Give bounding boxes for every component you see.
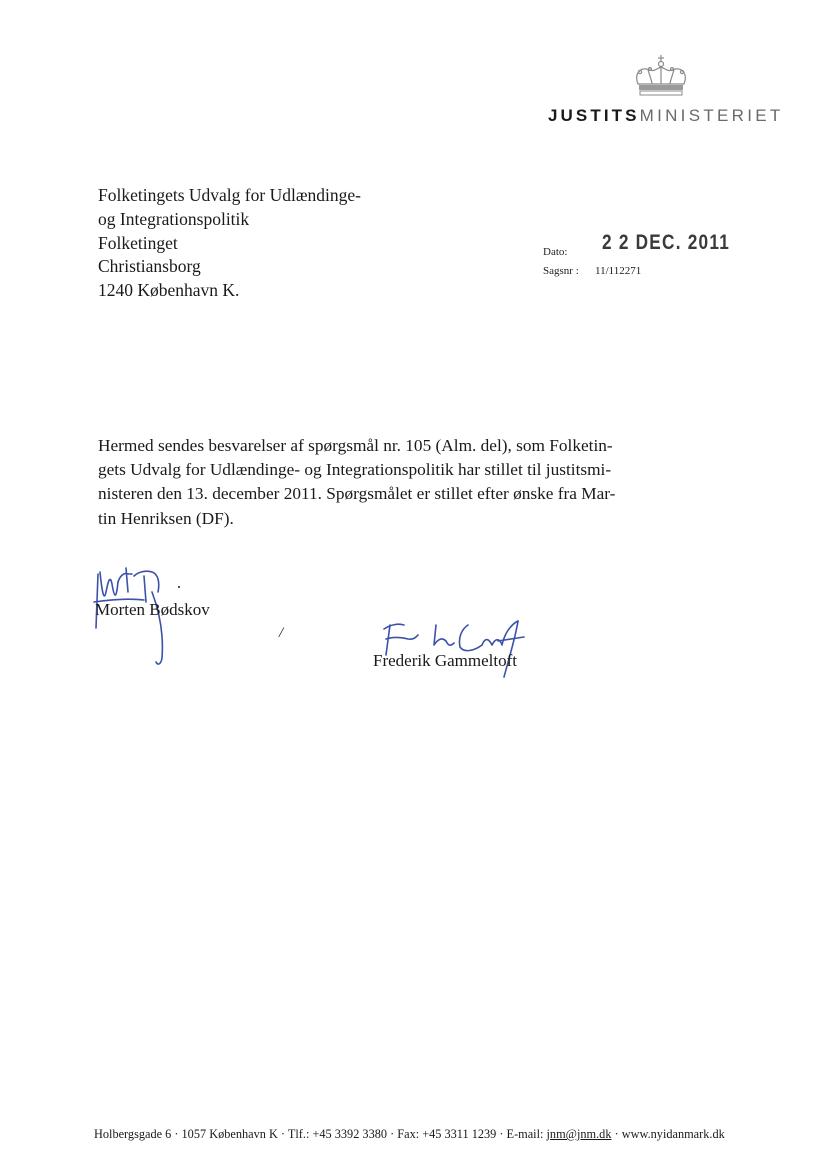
ink-dot [178, 586, 180, 588]
footer-contact [94, 1127, 725, 1142]
footer-website: · www.nyidanmark.dk [611, 1127, 725, 1141]
address-line: Folketingets Udvalg for Udlændinge- [98, 185, 361, 205]
body-line: Hermed sendes besvarelser af spørgsmål nr. 105 (Alm. del), som Folketin- [98, 436, 613, 455]
letter-body [98, 434, 616, 531]
case-number-label: Sagsnr : [543, 265, 579, 277]
case-number-value: 11/112271 [595, 265, 642, 277]
date-stamp: 2 2 DEC. 2011 [602, 231, 730, 254]
signature-scribble-frederik-icon [378, 615, 538, 685]
address-line: 1240 København K. [98, 280, 240, 301]
body-line: gets Udvalg for Udlændinge- og Integrationspolitik har stillet til justitsmi- [98, 460, 612, 480]
ministry-name-light: MINISTERIET [639, 106, 784, 125]
address-line: og Integrationspolitik [98, 208, 250, 229]
address-line: Folketinget [98, 232, 178, 253]
date-label: Dato: [543, 246, 568, 258]
address-line: Christiansborg [98, 256, 201, 277]
footer-address: Holbergsgade 6 · 1057 København K · Tlf.: +45 3392 3380 · Fax: +45 3311 1239 · E-mail: [94, 1127, 547, 1141]
ministry-name-bold: JUSTITS [548, 106, 640, 125]
body-line: tin Henriksen (DF). [98, 508, 234, 528]
signature-name-morten: Morten Bødskov [95, 600, 210, 619]
recipient-address [98, 184, 361, 303]
signature-separator: / [279, 625, 284, 641]
signature-name-frederik: Frederik Gammeltoft [373, 651, 517, 670]
body-line: nisteren den 13. december 2011. Spørgsmålet er stillet efter ønske fra Mar- [98, 484, 616, 504]
crown-logo-icon [630, 54, 692, 98]
footer-email-link[interactable]: jnm@jnm.dk [546, 1127, 612, 1141]
ministry-name [548, 106, 784, 126]
